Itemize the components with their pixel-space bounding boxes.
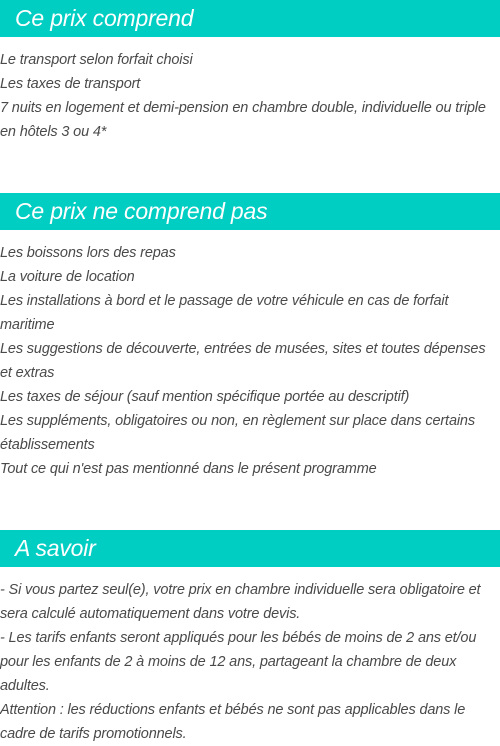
list-item: Les taxes de séjour (sauf mention spécifique portée au descriptif)	[0, 389, 410, 405]
not-included-list	[0, 241, 500, 481]
list-item: Le transport selon forfait choisi	[0, 52, 193, 68]
list-item: Les taxes de transport	[0, 76, 141, 92]
section-title: Ce prix ne comprend pas	[15, 198, 268, 224]
section-header-not-included	[0, 193, 500, 230]
list-item: Les installations à bord et le passage de votre véhicule en cas de forfait maritime	[0, 293, 449, 333]
list-item: La voiture de location	[0, 269, 135, 285]
list-item: Les suggestions de découverte, entrées de musées, sites et toutes dépenses et extras	[0, 341, 486, 381]
list-item: Les suppléments, obligatoires ou non, en règlement sur place dans certains établissements	[0, 413, 475, 453]
list-item: Attention : les réductions enfants et bébés ne sont pas applicables dans le cadre de tarifs promotionnels.	[0, 702, 466, 742]
section-title: Ce prix comprend	[15, 5, 194, 31]
list-item: - Les tarifs enfants seront appliqués pour les bébés de moins de 2 ans et/ou pour les enfants de 2 à moins de 12 ans, partageant la chambre de deux adultes.	[0, 630, 477, 694]
section-header-good-to-know	[0, 530, 500, 567]
list-item: - Si vous partez seul(e), votre prix en chambre individuelle sera obligatoire et sera calculé automatiquement dans votre devis.	[0, 582, 481, 622]
list-item: Les boissons lors des repas	[0, 245, 176, 261]
included-list	[0, 48, 500, 144]
section-title: A savoir	[15, 535, 96, 561]
list-item: 7 nuits en logement et demi-pension en chambre double, individuelle ou triple en hôtels 3 ou 4*	[0, 100, 486, 140]
list-item: Tout ce qui n'est pas mentionné dans le présent programme	[0, 461, 377, 477]
section-header-included	[0, 0, 500, 37]
